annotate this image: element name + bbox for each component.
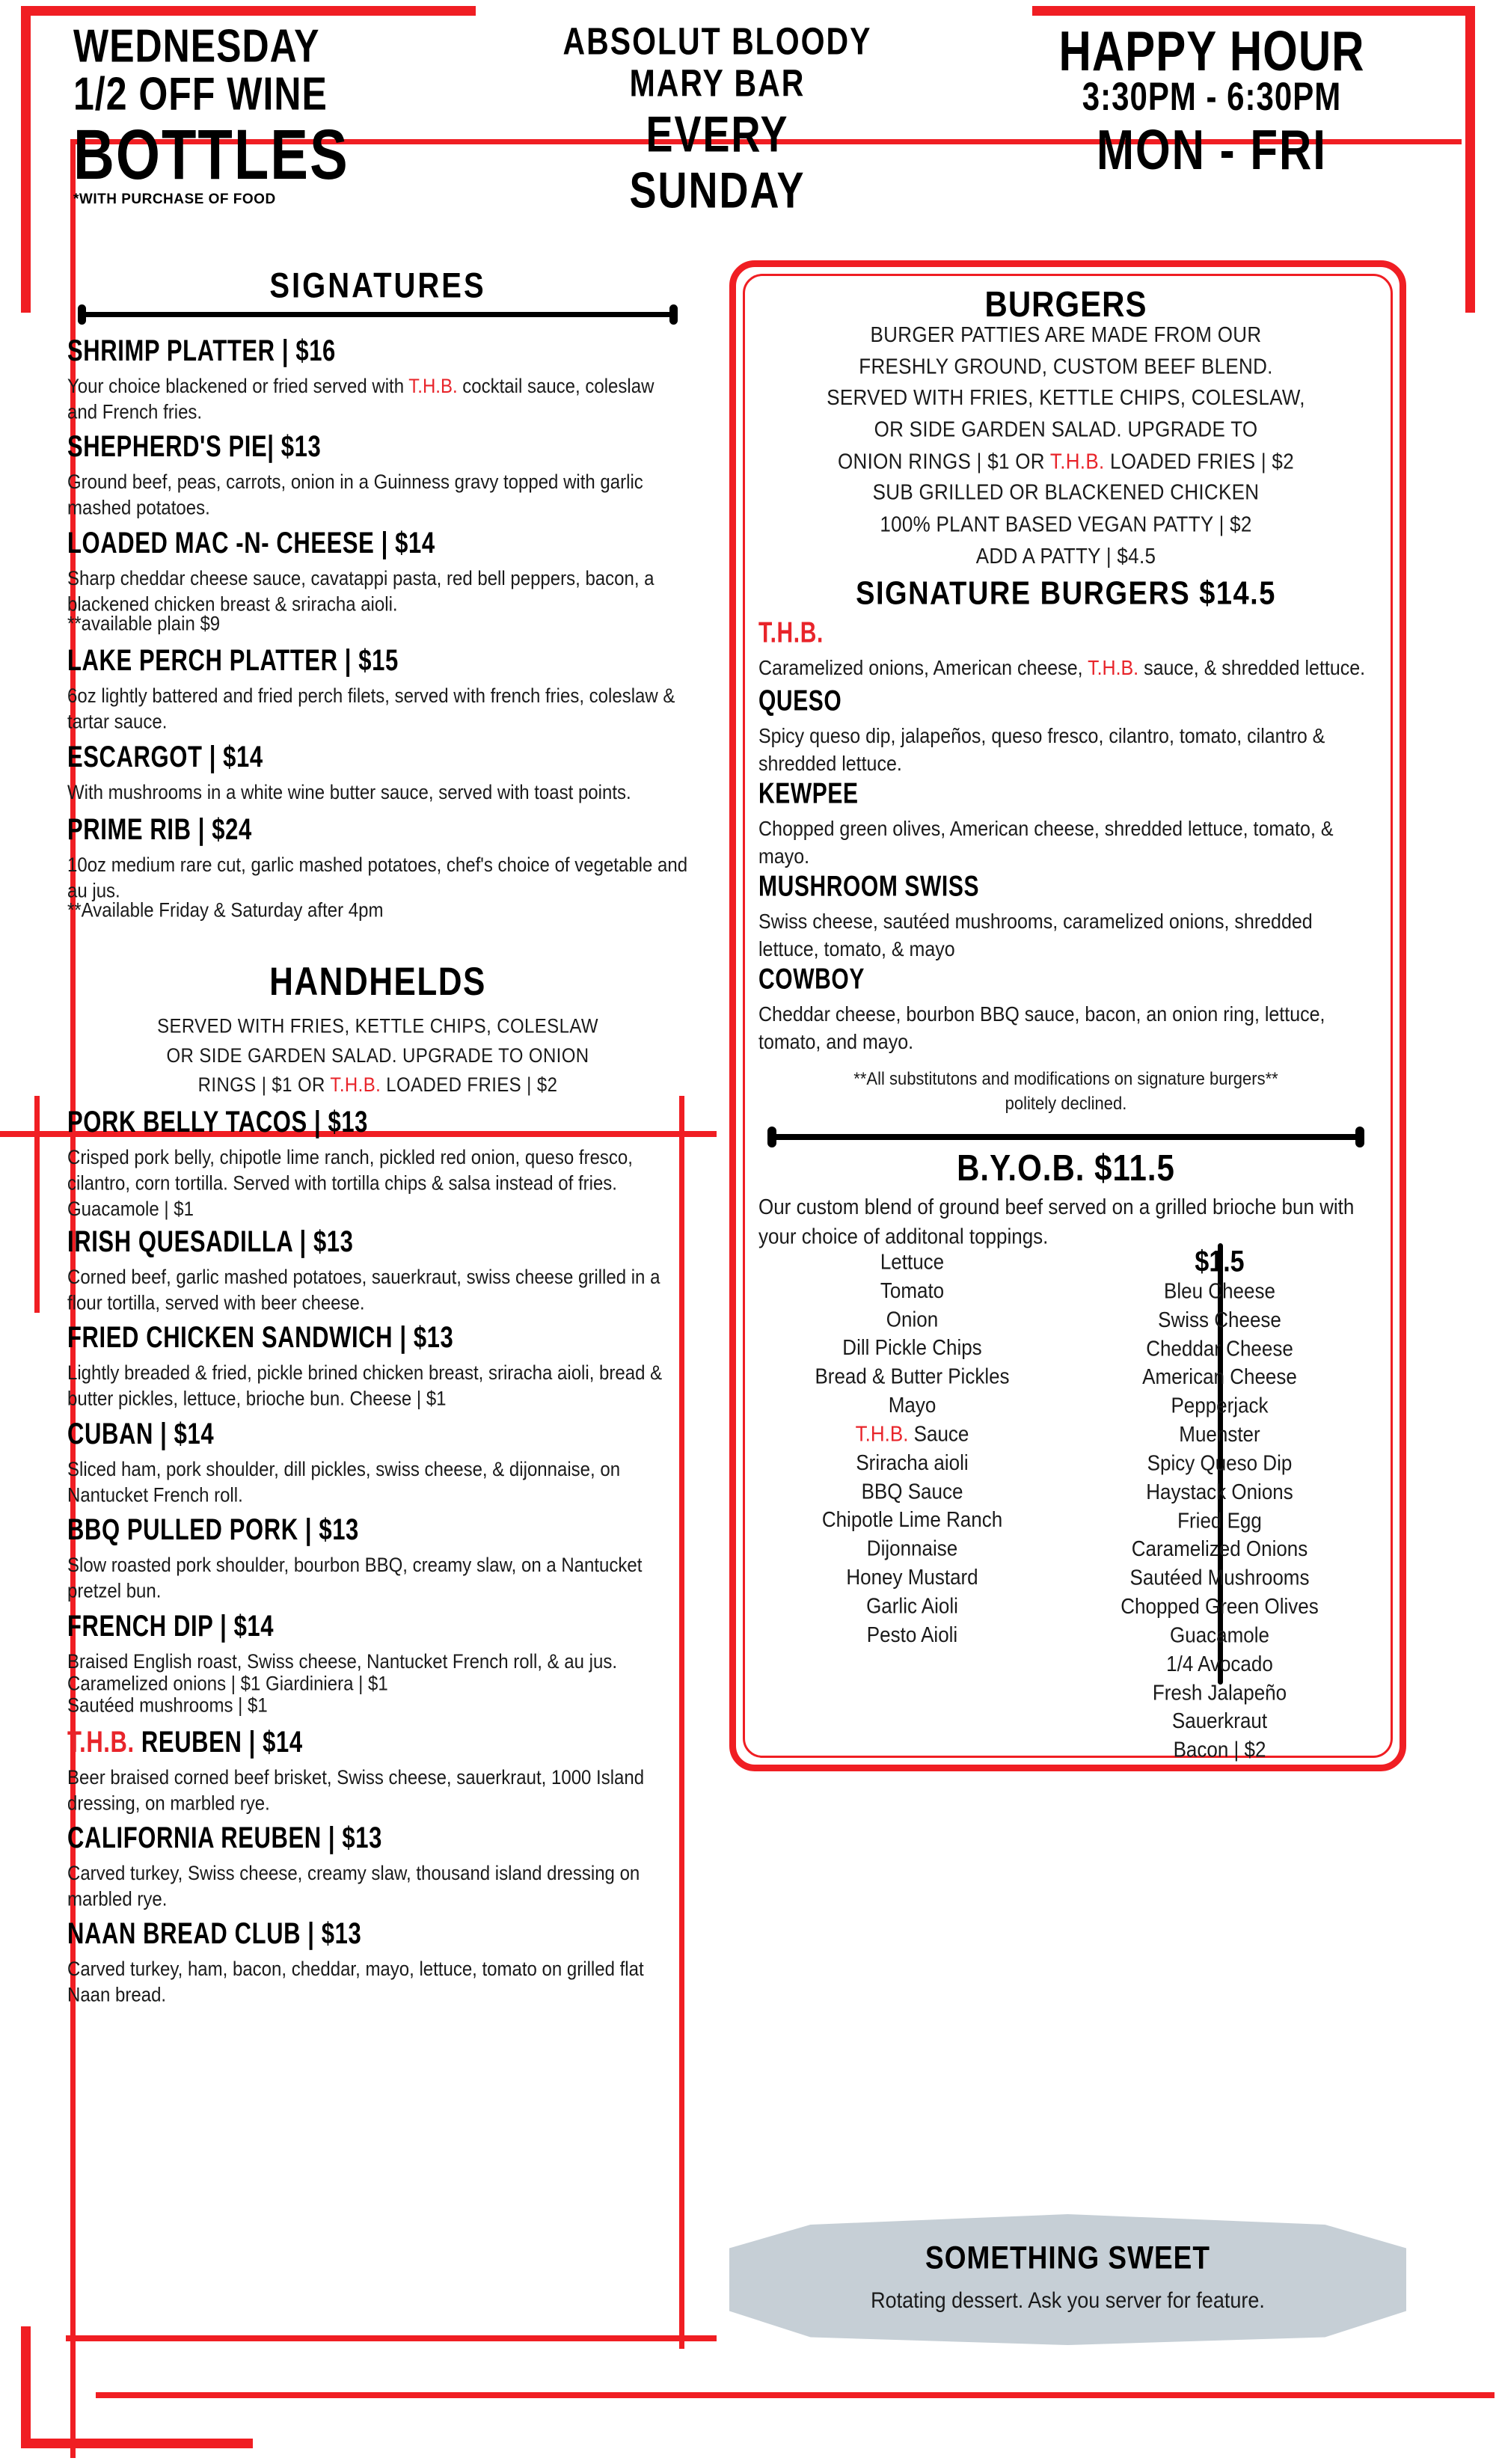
- topping-item: Chipotle Lime Ranch: [821, 1507, 1003, 1533]
- menu-item-name: PRIME RIB | $24: [67, 812, 252, 846]
- signatures-heading: SIGNATURES: [269, 266, 486, 305]
- menu-item: [67, 1224, 688, 1315]
- menu-item-note: Sautéed mushrooms | $1: [67, 1694, 268, 1717]
- topping-item: Haystack Onions: [1146, 1479, 1293, 1504]
- menu-item: [67, 812, 688, 922]
- something-sweet-background: [729, 2214, 1406, 2345]
- byob-paid-toppings-list: [1066, 1277, 1373, 1764]
- header-bloody-mary-special: [493, 19, 942, 218]
- topping-item: Tomato: [880, 1278, 945, 1303]
- burgers-intro: [758, 319, 1373, 572]
- menu-item-description: Carved turkey, ham, bacon, cheddar, mayo, lettuce, tomato on grilled flat Naan bread.: [67, 1958, 644, 2007]
- menu-item: [67, 1608, 688, 1717]
- byob-toppings: [758, 1245, 1373, 1762]
- burgers-intro-line4: OR SIDE GARDEN SALAD. UPGRADE TO: [874, 416, 1258, 442]
- menu-item-description: Corned beef, garlic mashed potatoes, sauerkraut, swiss cheese grilled in a flour tortilla, served with beer cheese.: [67, 1266, 660, 1315]
- burgers-intro-line3: SERVED WITH FRIES, KETTLE CHIPS, COLESLAW,: [827, 384, 1305, 411]
- menu-item-name: PORK BELLY TACOS | $13: [67, 1105, 369, 1139]
- menu-item: [67, 1105, 688, 1222]
- wine-day-label: WEDNESDAY: [73, 19, 320, 73]
- topping-item: Muenster: [1179, 1421, 1260, 1447]
- topping-item: T.H.B. Sauce: [855, 1421, 969, 1447]
- handhelds-heading: HANDHELDS: [269, 960, 486, 1004]
- menu-item-name: CALIFORNIA REUBEN | $13: [67, 1820, 382, 1855]
- burgers-intro-line2: FRESHLY GROUND, CUSTOM BEEF BLEND.: [859, 353, 1273, 379]
- menu-item-name: LOADED MAC -N- CHEESE | $14: [67, 525, 435, 560]
- menu-item: [67, 429, 688, 520]
- menu-item-description: Swiss cheese, sautéed mushrooms, caramelized onions, shredded lettuce, tomato, & mayo: [758, 910, 1313, 960]
- burgers-intro-line8: ADD A PATTY | $4.5: [975, 542, 1156, 569]
- handhelds-subtext: [67, 1013, 688, 1100]
- topping-item: Pesto Aioli: [866, 1622, 958, 1647]
- menu-item: [67, 1320, 688, 1411]
- thb-mark: T.H.B.: [330, 1073, 381, 1097]
- menu-item-name: MUSHROOM SWISS: [758, 870, 980, 903]
- menu-item-description: Caramelized onions, American cheese, T.H.B. sauce, & shredded lettuce.: [758, 655, 1366, 680]
- menu-item-description: 6oz lightly battered and fried perch filets, served with french fries, coleslaw & tartar sauce.: [67, 684, 675, 734]
- menu-item: [758, 870, 1373, 960]
- topping-item: Cheddar Cheese: [1146, 1335, 1293, 1361]
- frame-top-left-horizontal: [21, 6, 476, 16]
- burgers-intro-line1: BURGER PATTIES ARE MADE FROM OUR: [870, 322, 1262, 347]
- burgers-intro-line7: 100% PLANT BASED VEGAN PATTY | $2: [880, 511, 1252, 537]
- menu-item-name: T.H.B. REUBEN | $14: [67, 1724, 303, 1759]
- wine-footnote: *WITH PURCHASE OF FOOD: [73, 191, 276, 207]
- menu-item: [67, 1724, 688, 1815]
- burgers-intro-line6: SUB GRILLED OR BLACKENED CHICKEN: [872, 479, 1260, 505]
- menu-item-description: Ground beef, peas, carrots, onion in a Guinness gravy topped with garlic mashed potatoes.: [67, 471, 643, 520]
- topping-item: Lettuce: [880, 1249, 945, 1275]
- frame-top-right-horizontal: [1032, 6, 1475, 16]
- menu-item: [67, 739, 688, 803]
- menu-item-name: COWBOY: [758, 963, 865, 996]
- topping-item: Guacamole: [1170, 1622, 1269, 1647]
- thb-mark: T.H.B.: [855, 1421, 909, 1447]
- menu-item: [758, 777, 1373, 868]
- topping-item: Bleu Cheese: [1164, 1278, 1275, 1304]
- thb-mark: T.H.B.: [408, 375, 458, 398]
- menu-item-name: ESCARGOT | $14: [67, 739, 263, 773]
- bloody-mary-line4: SUNDAY: [629, 162, 806, 218]
- happy-hour-label: HAPPY HOUR: [1058, 19, 1365, 82]
- burgers-intro-line5: ONION RINGS | $1 OR T.H.B. LOADED FRIES | $2: [838, 448, 1294, 474]
- thb-mark: T.H.B.: [1088, 655, 1139, 680]
- menu-item-description: Slow roasted pork shoulder, bourbon BBQ, creamy slaw, on a Nantucket pretzel bun.: [67, 1554, 643, 1603]
- topping-item: Fresh Jalapeño: [1152, 1679, 1287, 1705]
- menu-item-description: With mushrooms in a white wine butter sauce, served with toast points.: [67, 780, 631, 803]
- handhelds-sub-line1: SERVED WITH FRIES, KETTLE CHIPS, COLESLAW: [157, 1015, 598, 1038]
- menu-item-description: Braised English roast, Swiss cheese, Nantucket French roll, & au jus.: [67, 1649, 617, 1673]
- menu-item-name: FRENCH DIP | $14: [67, 1608, 275, 1643]
- byob-divider: [758, 1127, 1373, 1146]
- byob-free-toppings-column: [758, 1248, 1066, 1720]
- something-sweet-heading: SOMETHING SWEET: [925, 2240, 1210, 2275]
- topping-item: Chopped Green Olives: [1121, 1593, 1319, 1619]
- topping-item: Dijonnaise: [866, 1536, 958, 1561]
- frame-left-outer-vertical: [21, 6, 31, 313]
- menu-item: [67, 333, 688, 424]
- happy-hour-days: MON - FRI: [1097, 118, 1327, 182]
- topping-item: Pepperjack: [1171, 1393, 1269, 1418]
- bloody-mary-line1: ABSOLUT BLOODY: [562, 19, 872, 63]
- header-happy-hour: [972, 19, 1451, 182]
- something-sweet-panel: [729, 2214, 1406, 2345]
- menu-item-name: BBQ PULLED PORK | $13: [67, 1512, 359, 1547]
- menu-item-note: Caramelized onions | $1 Giardiniera | $1: [67, 1672, 388, 1695]
- burgers-panel: [729, 260, 1406, 1771]
- burgers-disclaimer-line2: politely declined.: [1005, 1092, 1127, 1114]
- menu-item-name: SHEPHERD'S PIE| $13: [67, 429, 322, 464]
- menu-item-description: Sliced ham, pork shoulder, dill pickles, swiss cheese, & dijonnaise, on Nantucket French roll.: [67, 1458, 621, 1507]
- menu-item: [67, 1916, 688, 2007]
- menu-item-description: Your choice blackened or fried served with T.H.B. cocktail sauce, coleslaw and French fries.: [67, 375, 654, 424]
- byob-description: Our custom blend of ground beef served on a grilled brioche bun with your choice of additonal toppings.: [758, 1194, 1355, 1249]
- burgers-disclaimer: [758, 1067, 1373, 1115]
- menu-item-description: Lightly breaded & fried, pickle brined chicken breast, sriracha aioli, bread & butter pickles, lettuce, brioche bun. Cheese | $1: [67, 1361, 663, 1411]
- handhelds-list: [67, 1105, 688, 2007]
- burgers-heading: BURGERS: [984, 284, 1147, 325]
- menu-item: [758, 684, 1373, 775]
- handhelds-sub-line3: RINGS | $1 OR T.H.B. LOADED FRIES | $2: [197, 1073, 558, 1097]
- menu-item-name: LAKE PERCH PLATTER | $15: [67, 643, 399, 678]
- topping-item: Caramelized Onions: [1131, 1536, 1308, 1562]
- burgers-disclaimer-line1: **All substitutons and modifications on signature burgers**: [853, 1068, 1278, 1089]
- byob-paid-price: $1.5: [1195, 1245, 1245, 1278]
- menu-item-description: Chopped green olives, American cheese, shredded lettuce, tomato, & mayo.: [758, 817, 1334, 868]
- burgers-content: [758, 284, 1373, 1762]
- signature-burgers-list: [758, 616, 1373, 1053]
- menu-item: [758, 616, 1373, 680]
- menu-item-name: T.H.B.: [758, 616, 824, 649]
- menu-item-name: NAAN BREAD CLUB | $13: [67, 1916, 362, 1951]
- menu-item-description: Cheddar cheese, bourbon BBQ sauce, bacon, an onion ring, lettuce, tomato, and mayo.: [758, 1002, 1325, 1053]
- topping-item: Sauerkraut: [1171, 1708, 1268, 1733]
- menu-item-note: **available plain $9: [67, 613, 221, 636]
- signature-burgers-heading: SIGNATURE BURGERS $14.5: [856, 575, 1276, 612]
- frame-bottom-left-vertical: [21, 2326, 31, 2448]
- menu-item-description: Spicy queso dip, jalapeños, queso fresco, cilantro, tomato, cilantro & shredded lettuce.: [758, 724, 1325, 775]
- topping-item: Sautéed Mushrooms: [1129, 1565, 1310, 1590]
- bloody-mary-line2: MARY BAR: [629, 61, 806, 105]
- topping-item: Onion: [886, 1306, 939, 1331]
- menu-item: [67, 525, 688, 636]
- menu-item: [67, 1820, 688, 1911]
- byob-paid-toppings-column: [1066, 1245, 1373, 1762]
- handhelds-section: [67, 960, 688, 2007]
- menu-item: [67, 1416, 688, 1507]
- wine-bottles-label: BOTTLES: [73, 115, 349, 195]
- menu-item-description: 10oz medium rare cut, garlic mashed potatoes, chef's choice of vegetable and au jus.: [67, 853, 688, 903]
- menu-item: [758, 963, 1373, 1053]
- wine-offer-label: 1/2 OFF WINE: [73, 67, 328, 120]
- topping-item: Bread & Butter Pickles: [815, 1364, 1010, 1389]
- frame-handhelds-rule-bottom: [66, 2335, 717, 2341]
- topping-item: 1/4 Avocado: [1166, 1651, 1273, 1676]
- menu-item-name: CUBAN | $14: [67, 1416, 215, 1450]
- byob-free-toppings-list: [758, 1248, 1066, 1649]
- topping-item: Honey Mustard: [846, 1564, 978, 1590]
- topping-item: Dill Pickle Chips: [842, 1335, 982, 1361]
- menu-item-note: **Available Friday & Saturday after 4pm: [67, 899, 384, 922]
- topping-item: Bacon | $2: [1173, 1737, 1266, 1762]
- signatures-divider: [67, 304, 688, 324]
- menu-item: [67, 643, 688, 734]
- topping-item: Mayo: [888, 1392, 936, 1418]
- header: [45, 19, 1451, 239]
- thb-mark: T.H.B.: [1049, 448, 1105, 474]
- menu-item-name: QUESO: [758, 684, 842, 717]
- topping-item: Garlic Aioli: [866, 1593, 958, 1618]
- handhelds-sub-line2: OR SIDE GARDEN SALAD. UPGRADE TO ONION: [166, 1044, 589, 1067]
- topping-item: BBQ Sauce: [861, 1478, 963, 1504]
- left-column: [67, 266, 688, 2007]
- menu-item-description: Sharp cheddar cheese sauce, cavatappi pasta, red bell peppers, bacon, a blackened chicken breast & sriracha aioli.: [67, 566, 654, 616]
- menu-item-name: KEWPEE: [758, 777, 859, 810]
- happy-hour-time: 3:30PM - 6:30PM: [1082, 74, 1342, 119]
- topping-item: Sriracha aioli: [856, 1450, 969, 1475]
- menu-item-name: IRISH QUESADILLA | $13: [67, 1224, 354, 1259]
- menu-item-description: Carved turkey, Swiss cheese, creamy slaw, thousand island dressing on marbled rye.: [67, 1862, 640, 1911]
- header-wine-special: [45, 19, 462, 207]
- byob-heading: B.Y.O.B. $11.5: [957, 1147, 1175, 1189]
- frame-bottom-left-horizontal: [21, 2439, 253, 2448]
- menu-item-description: Beer braised corned beef brisket, Swiss cheese, sauerkraut, 1000 Island dressing, on marbled rye.: [67, 1765, 645, 1815]
- topping-item: Swiss Cheese: [1158, 1307, 1281, 1332]
- thb-mark: T.H.B.: [67, 1724, 135, 1759]
- topping-item: Spicy Queso Dip: [1147, 1450, 1293, 1476]
- signatures-list: [67, 333, 688, 922]
- topping-item: Fried Egg: [1177, 1507, 1262, 1533]
- menu-item-name: FRIED CHICKEN SANDWICH | $13: [67, 1320, 454, 1355]
- frame-right-outer-vertical: [1465, 6, 1475, 313]
- menu-item: [67, 1512, 688, 1603]
- bloody-mary-line3: EVERY: [646, 105, 789, 162]
- menu-item-name: SHRIMP PLATTER | $16: [67, 333, 336, 368]
- frame-bottom-rule: [96, 2392, 1495, 2398]
- menu-item-description: Crisped pork belly, chipotle lime ranch, pickled red onion, queso fresco, cilantro, corn tortilla. Served with tortilla chips & salsa instead of fries. Guacamole | $1: [67, 1146, 633, 1222]
- topping-item: American Cheese: [1142, 1364, 1297, 1390]
- something-sweet-subtitle: Rotating dessert. Ask you server for feature.: [871, 2287, 1265, 2313]
- frame-handhelds-left-vertical: [34, 1096, 40, 1313]
